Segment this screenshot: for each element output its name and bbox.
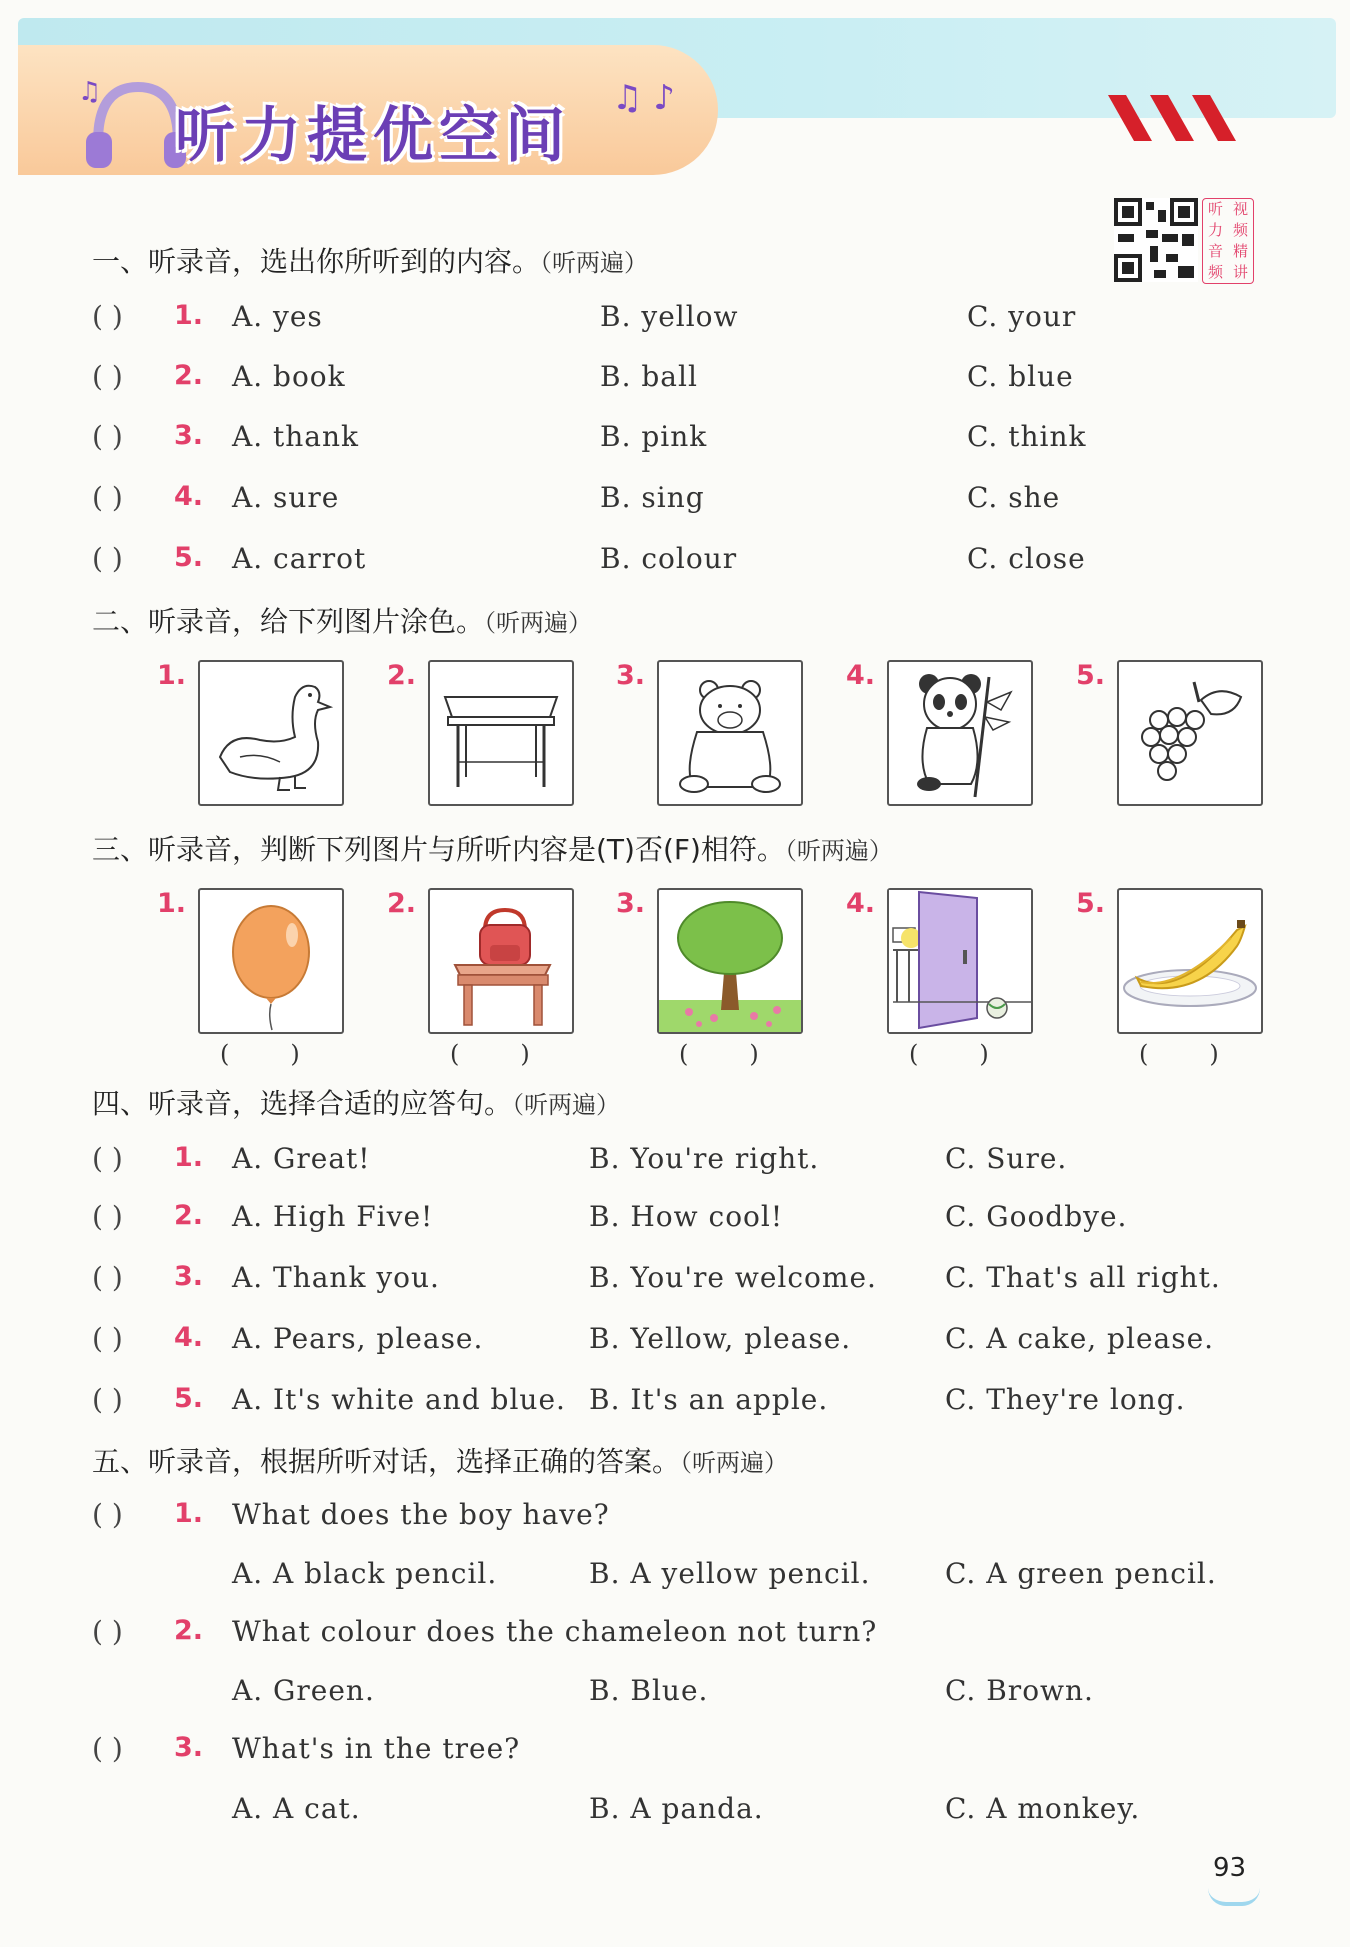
answer-blank[interactable]: ( ) (92, 360, 123, 393)
option-c: C. Goodbye. (945, 1200, 1128, 1233)
option-b: B. It's an apple. (589, 1383, 829, 1416)
option-c: C. your (967, 300, 1077, 333)
answer-blank[interactable]: ( ) (92, 1498, 123, 1531)
option-b: B. You're welcome. (589, 1261, 877, 1294)
headphone-icon (78, 72, 188, 172)
option-a: A. sure (232, 481, 340, 514)
option-b: B. colour (600, 542, 738, 575)
answer-blank[interactable]: ( ) (92, 420, 123, 453)
option-a: A. thank (232, 420, 359, 453)
answer-blank[interactable]: ( ) (92, 300, 123, 333)
option-a: A. Pears, please. (232, 1322, 484, 1355)
option-b: B. A panda. (589, 1792, 764, 1825)
section-2-title (92, 600, 592, 640)
svg-text:♫: ♫ (78, 77, 102, 107)
option-c: C. A green pencil. (945, 1557, 1217, 1590)
grapes-icon[interactable] (1117, 660, 1263, 806)
bear-icon[interactable] (657, 660, 803, 806)
bag-on-desk-icon[interactable] (428, 888, 574, 1034)
question-number: 5. (174, 542, 204, 573)
qr-code-icon (1114, 198, 1198, 282)
question-number: 1. (174, 300, 204, 331)
option-b: B. sing (600, 481, 705, 514)
answer-blank[interactable]: ( ) (92, 1200, 123, 1233)
question-number: 1. (174, 1498, 204, 1529)
option-a: A. book (232, 360, 346, 393)
option-c: C. Sure. (945, 1142, 1068, 1175)
option-a: A. A black pencil. (232, 1557, 498, 1590)
picture-number: 5. (1076, 660, 1106, 691)
answer-blank[interactable]: ( ) (92, 1261, 123, 1294)
option-a: A. High Five! (232, 1200, 434, 1233)
banana-icon[interactable] (1117, 888, 1263, 1034)
answer-blank[interactable]: ( ) (92, 542, 123, 575)
question-number: 3. (174, 1261, 204, 1292)
qr-code[interactable] (1114, 198, 1254, 284)
page-number: 93 (1213, 1853, 1247, 1883)
question-number: 2. (174, 360, 204, 391)
option-c: C. blue (967, 360, 1074, 393)
answer-blank[interactable]: ( ) (679, 1040, 759, 1068)
answer-blank[interactable]: ( ) (92, 1142, 123, 1175)
option-b: B. Blue. (589, 1674, 709, 1707)
option-c: C. close (967, 542, 1086, 575)
qr-label: 频 (1232, 221, 1248, 239)
picture-number: 1. (157, 888, 187, 919)
answer-blank[interactable]: ( ) (92, 1615, 123, 1648)
question-number: 2. (174, 1200, 204, 1231)
qr-label: 音 (1207, 242, 1223, 260)
section-3-heading: 三、听录音，判断下列图片与所听内容是(T)否(F)相符。 (92, 833, 785, 866)
music-notes-icon: ♫ ♪ (612, 78, 675, 118)
qr-label: 讲 (1232, 263, 1248, 281)
tree-icon[interactable] (657, 888, 803, 1034)
section-5-title (92, 1440, 788, 1480)
question-number: 5. (174, 1383, 204, 1414)
answer-blank[interactable]: ( ) (220, 1040, 300, 1068)
option-a: A. carrot (232, 542, 367, 575)
option-a: A. Green. (232, 1674, 375, 1707)
option-b: B. yellow (600, 300, 739, 333)
question-text: What does the boy have? (232, 1498, 610, 1531)
section-3-title (92, 828, 893, 868)
section-4-title (92, 1082, 620, 1122)
balloon-icon[interactable] (198, 888, 344, 1034)
qr-label: 听 (1207, 200, 1223, 218)
option-c: C. she (967, 481, 1061, 514)
option-b: B. pink (600, 420, 708, 453)
picture-number: 1. (157, 660, 187, 691)
answer-blank[interactable]: ( ) (450, 1040, 530, 1068)
picture-number: 3. (616, 888, 646, 919)
picture-number: 4. (846, 888, 876, 919)
option-c: C. They're long. (945, 1383, 1186, 1416)
answer-blank[interactable]: ( ) (909, 1040, 989, 1068)
section-4-heading: 四、听录音，选择合适的应答句。 (92, 1087, 513, 1120)
section-2-note: （听两遍） (484, 609, 593, 637)
page-number-decoration (1208, 1888, 1260, 1906)
question-number: 2. (174, 1615, 204, 1646)
option-b: B. ball (600, 360, 698, 393)
section-1-note: （听两遍） (540, 249, 649, 277)
option-c: C. A cake, please. (945, 1322, 1215, 1355)
answer-blank[interactable]: ( ) (92, 1322, 123, 1355)
section-1-heading: 一、听录音，选出你所听到的内容。 (92, 245, 541, 278)
picture-number: 2. (387, 660, 417, 691)
option-b: B. Yellow, please. (589, 1322, 852, 1355)
picture-number: 5. (1076, 888, 1106, 919)
desk-icon[interactable] (428, 660, 574, 806)
option-c: C. That's all right. (945, 1261, 1221, 1294)
option-a: A. Great! (232, 1142, 371, 1175)
question-number: 4. (174, 1322, 204, 1353)
qr-label: 视 (1232, 200, 1248, 218)
answer-blank[interactable]: ( ) (92, 481, 123, 514)
option-c: C. think (967, 420, 1087, 453)
question-text: What's in the tree? (232, 1732, 521, 1765)
option-b: B. You're right. (589, 1142, 820, 1175)
banner-title: 听力提优空间 (175, 101, 571, 171)
answer-blank[interactable]: ( ) (92, 1732, 123, 1765)
panda-icon[interactable] (887, 660, 1033, 806)
option-a: A. Thank you. (232, 1261, 440, 1294)
question-text: What colour does the chameleon not turn? (232, 1615, 878, 1648)
question-number: 3. (174, 1732, 204, 1763)
question-number: 3. (174, 420, 204, 451)
option-b: B. How cool! (589, 1200, 784, 1233)
picture-number: 3. (616, 660, 646, 691)
question-number: 1. (174, 1142, 204, 1173)
option-a: A. yes (232, 300, 323, 333)
option-b: B. A yellow pencil. (589, 1557, 871, 1590)
section-1-title (92, 240, 648, 280)
question-number: 4. (174, 481, 204, 512)
qr-label: 精 (1232, 242, 1248, 260)
answer-blank[interactable]: ( ) (92, 1383, 123, 1416)
option-c: C. Brown. (945, 1674, 1094, 1707)
qr-label: 频 (1207, 263, 1223, 281)
door-icon[interactable] (887, 888, 1033, 1034)
option-a: A. A cat. (232, 1792, 361, 1825)
qr-label: 力 (1207, 221, 1223, 239)
duck-icon[interactable] (198, 660, 344, 806)
answer-blank[interactable]: ( ) (1139, 1040, 1219, 1068)
stripes-decoration (1108, 95, 1238, 145)
section-3-note: （听两遍） (784, 837, 893, 865)
picture-number: 2. (387, 888, 417, 919)
section-2-heading: 二、听录音，给下列图片涂色。 (92, 605, 485, 638)
section-5-note: （听两遍） (680, 1449, 789, 1477)
option-a: A. It's white and blue. (232, 1383, 566, 1416)
section-5-heading: 五、听录音，根据所听对话，选择正确的答案。 (92, 1445, 681, 1478)
section-4-note: （听两遍） (512, 1091, 621, 1119)
picture-number: 4. (846, 660, 876, 691)
option-c: C. A monkey. (945, 1792, 1141, 1825)
